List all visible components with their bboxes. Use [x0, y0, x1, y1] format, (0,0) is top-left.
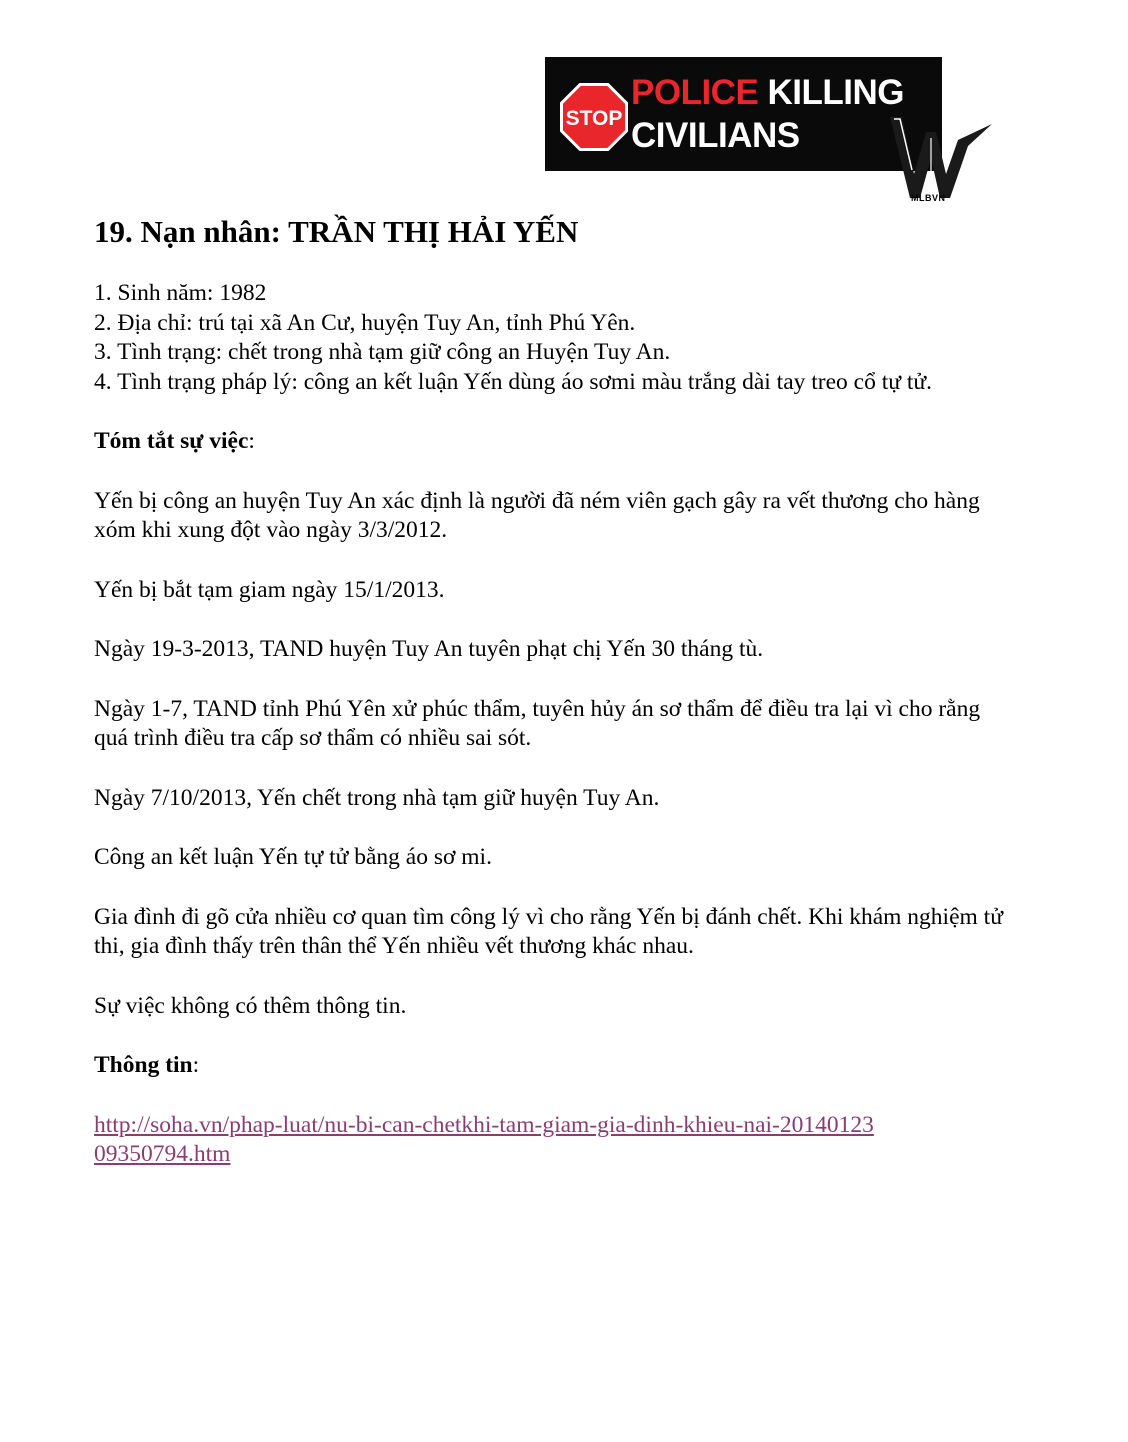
banner-word-killing: KILLING — [758, 73, 905, 112]
source-info-heading-label: Thông tin — [94, 1052, 193, 1078]
banner-word-police: POLICE — [631, 73, 759, 112]
info-birth-year: 1. Sinh năm: 1982 — [94, 280, 267, 306]
source-link[interactable]: http://soha.vn/phap-luat/nu-bi-can-chetkhi-tam-giam-gia-dinh-khieu-nai-2014012309350794.htm — [94, 1111, 874, 1167]
summary-paragraph: Yến bị bắt tạm giam ngày 15/1/2013. — [94, 576, 445, 603]
stop-sign-icon — [559, 82, 629, 152]
summary-heading-colon: : — [248, 428, 255, 454]
source-link-paragraph — [94, 1111, 1004, 1170]
summary-heading-label: Tóm tắt sự việc — [94, 428, 249, 454]
mlbvn-mark-text: MLBVN — [911, 193, 946, 203]
source-info-heading — [94, 1051, 1004, 1081]
summary-paragraph: Ngày 7/10/2013, Yến chết trong nhà tạm giữ huyện Tuy An. — [94, 784, 660, 811]
banner-line2: CIVILIANS — [631, 116, 800, 155]
banner-line1 — [631, 75, 904, 110]
summary-paragraph: Ngày 1-7, TAND tỉnh Phú Yên xử phúc thẩm, tuyên hủy án sơ thẩm để điều tra lại vì cho rằng quá trình điều tra cấp sơ thẩm có nhiều sai sót. — [94, 695, 981, 751]
source-info-heading-colon: : — [192, 1052, 200, 1078]
victim-info-list — [94, 279, 1004, 397]
victim-title: 19. Nạn nhân: TRẦN THỊ HẢI YẾN — [94, 214, 579, 249]
summary-paragraph: Ngày 19-3-2013, TAND huyện Tuy An tuyên phạt chị Yến 30 tháng tù. — [94, 636, 764, 662]
summary-paragraph: Sự việc không có thêm thông tin. — [94, 992, 407, 1019]
summary-paragraph: Công an kết luận Yến tự tử bằng áo sơ mi. — [94, 844, 492, 870]
stop-sign-text: STOP — [565, 107, 623, 130]
info-legal-status: 4. Tình trạng pháp lý: công an kết luận Yến dùng áo sơmi màu trắng dài tay treo cổ tự tử. — [94, 368, 933, 395]
document-body — [94, 212, 1004, 1170]
summary-paragraph: Yến bị công an huyện Tuy An xác định là người đã ném viên gạch gây ra vết thương cho hàng xóm khi xung đột vào ngày 3/3/2012. — [94, 487, 980, 543]
info-status: 3. Tình trạng: chết trong nhà tạm giữ công an Huyện Tuy An. — [94, 339, 671, 365]
summary-paragraph: Gia đình đi gõ cửa nhiều cơ quan tìm công lý vì cho rằng Yến bị đánh chết. Khi khám nghiệm tử thi, gia đình thấy trên thân thể Yến nhiều vết thương khác nhau. — [94, 903, 1003, 959]
summary-heading — [94, 427, 1004, 457]
info-address: 2. Địa chỉ: trú tại xã An Cư, huyện Tuy An, tỉnh Phú Yên. — [94, 309, 636, 336]
